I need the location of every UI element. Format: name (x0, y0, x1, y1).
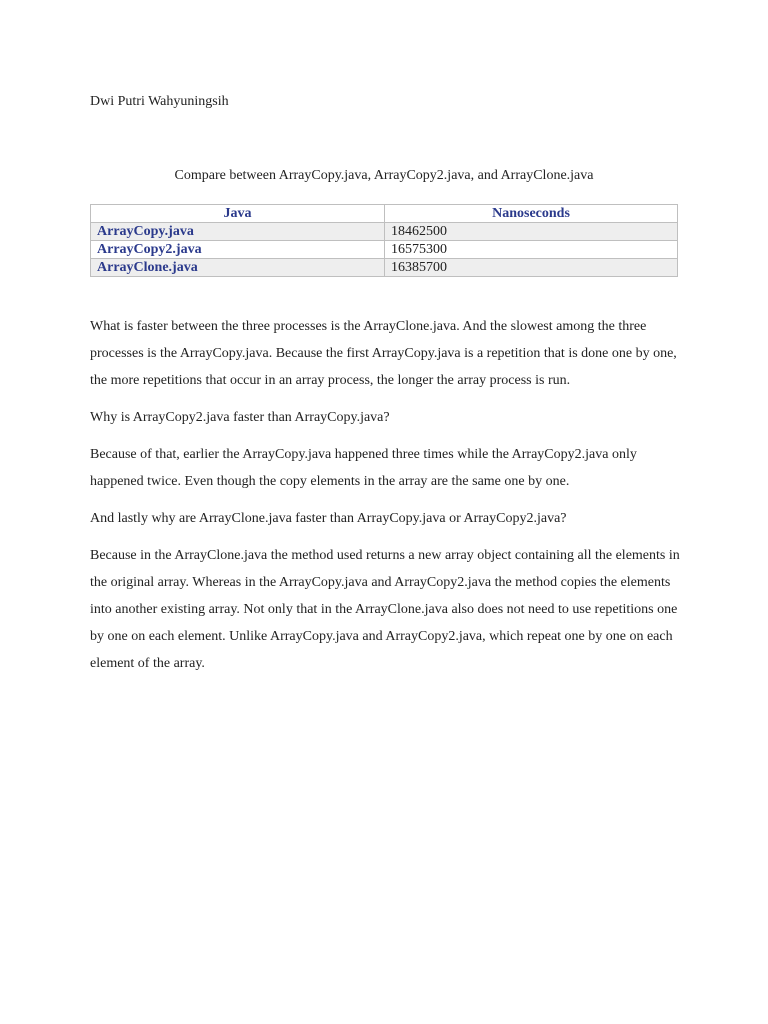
paragraph-answer-arraycopy2: Because of that, earlier the ArrayCopy.java happened three times while the ArrayCopy2.java only happened twice. Even though the copy elements in the array are the same one by one. (90, 447, 637, 489)
paragraph-answer-arrayclone: Because in the ArrayClone.java the method used returns a new array object containing all the elements in the original array. Whereas in the ArrayCopy.java and ArrayCopy2.java the method copies the elements into another existing array. Not only that in the ArrayClone.java also does not need to use repetitions one by one on each element. Unlike ArrayCopy.java and ArrayCopy2.java, which repeat one by one on each element of the array. (90, 548, 680, 671)
author-name: Dwi Putri Wahyuningsih (90, 94, 229, 109)
document-title: Compare between ArrayCopy.java, ArrayCopy2.java, and ArrayClone.java (174, 168, 594, 183)
body-text (90, 313, 682, 687)
row-value: 16575300 (385, 241, 678, 259)
table-row (91, 241, 678, 259)
paragraph-question-arraycopy2: Why is ArrayCopy2.java faster than ArrayCopy.java? (90, 410, 390, 425)
row-value: 18462500 (385, 223, 678, 241)
header-nanoseconds: Nanoseconds (385, 205, 678, 223)
results-table (90, 204, 678, 277)
table-row (91, 259, 678, 277)
row-name: ArrayClone.java (91, 259, 385, 277)
table-row (91, 223, 678, 241)
paragraph-question-arrayclone: And lastly why are ArrayClone.java faster than ArrayCopy.java or ArrayCopy2.java? (90, 511, 567, 526)
row-name: ArrayCopy.java (91, 223, 385, 241)
paragraph-speed-summary: What is faster between the three processes is the ArrayClone.java. And the slowest among the three processes is the ArrayCopy.java. Because the first ArrayCopy.java is a repetition that is done one by one, the more repetitions that occur in an array process, the longer the array process is run. (90, 319, 677, 388)
row-value: 16385700 (385, 259, 678, 277)
header-java: Java (91, 205, 385, 223)
table-header-row (91, 205, 678, 223)
row-name: ArrayCopy2.java (91, 241, 385, 259)
